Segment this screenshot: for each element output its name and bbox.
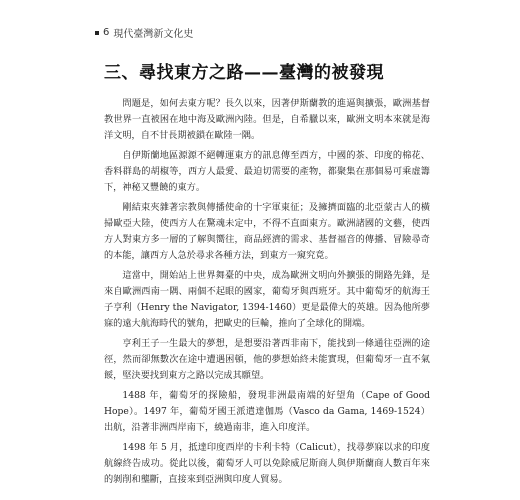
paragraph: 自伊斯蘭地區源源不絕轉運東方的訊息傳至西方，中國的茶、印度的棉花、香料群島的胡椒等，西方人最愛、最迫切需要的產物，都聚集在那個易可乘虛籌下，神秘又豐饒的東方。 [104,150,430,193]
paragraph: 這當中，開始站上世界舞臺的中央，成為歐洲文明向外擴張的開路先鋒，是來自歐洲西南一隅、兩個不起眼的國家，葡萄牙與西班牙。其中葡萄牙的航海王子亨利（Henry the Navigator, 1394-1460）更是最偉大的英雄。因為他所夢寐的遠大航海時代的號角，把歐史的巨輪，推向了全球化的開端。 [104,270,430,329]
paragraph: 1498 年 5 月，抵達印度西岸的卡利卡特（Calicut），找尋夢寐以求的印度航線終告成功。從此以後，葡萄牙人可以免除威尼斯商人與伊斯蘭商人數百年來的剝削和壟斷，直接來到亞洲與印度人貿易。 [104,442,430,485]
paragraph: 1488 年，葡萄牙的探險船，發現非洲最南端的好望角（Cape of Good Hope）。1497 年，葡萄牙國王派遣達伽馬（Vasco da Gama, 1469-1524）出航，沿著非洲西岸南下，繞過南非，進入印度洋。 [104,390,430,433]
paragraph: 剛結束夾雜著宗教與傳播使命的十字軍東征；及擁擠面臨的北亞蒙古人的橫掃歐亞大陸，使西方人在驚魂未定中，不得不直面東方。歐洲諸國的文藝，使西方人對東方多一層的了解與嚮往，商品經濟的需求、基督福音的傳播、冒險尋奇的本能，讓西方人急於尋求各種方法，到東方一窺究竟。 [104,202,430,261]
running-header [95,25,193,40]
paragraph: 問題是，如何去東方呢？長久以來，因著伊斯蘭教的進逼與擴張，歐洲基督教世界一直被困在地中海及歐洲內陸。但是，自希臘以來，歐洲文明本來就是海洋文明，自不甘長期被鎖在歐陸一隅。 [104,98,430,141]
running-title: 現代臺灣新文化史 [113,29,194,40]
page-number: 6 [103,27,110,38]
paragraph: 亨利王子一生最大的夢想，是想要沿著西非南下，能找到一條通往亞洲的途徑，然而卻無數次在途中遭遇困頓，他的夢想始終未能實現，但葡萄牙一直不氣餒，堅決要找到東方之路以完成其願望。 [104,338,430,381]
header-marker-icon [95,31,99,35]
section-title: 三、尋找東方之路——臺灣的被發現 [104,63,384,83]
body-text [104,96,430,492]
